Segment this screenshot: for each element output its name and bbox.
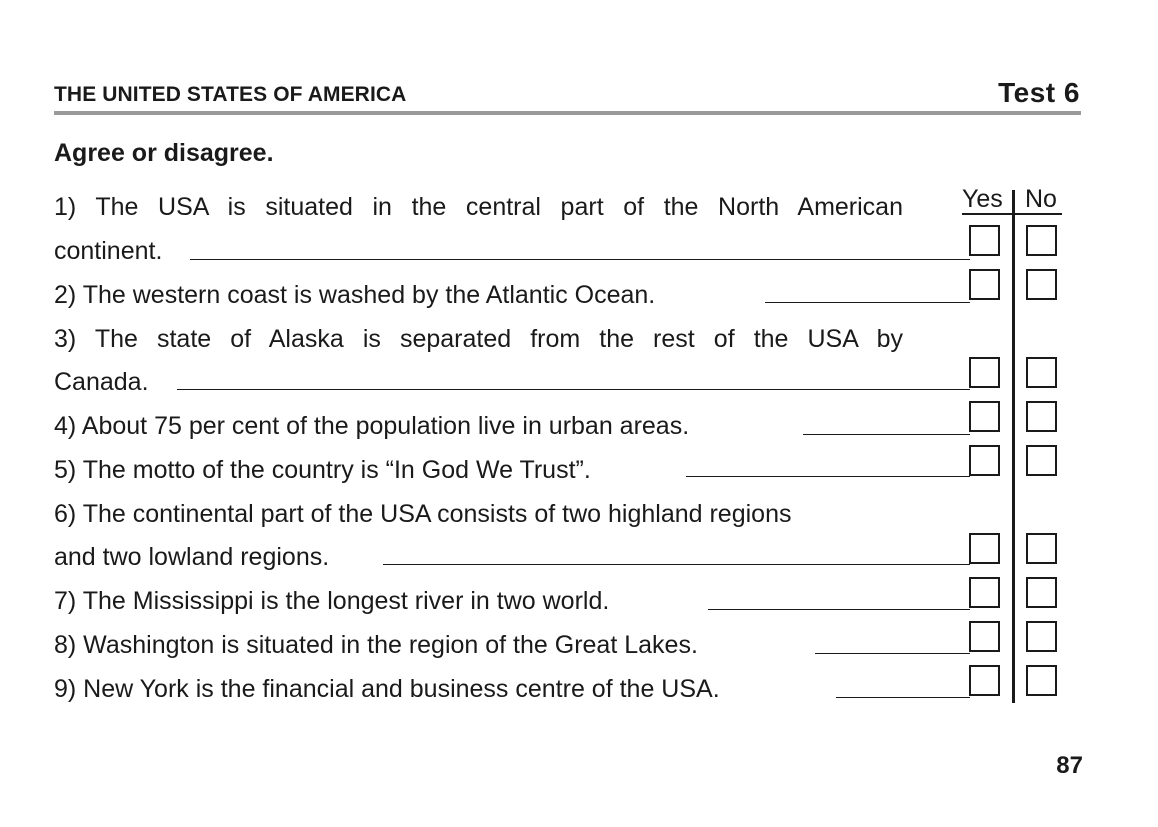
statement-4-line-1: 4) About 75 per cent of the population live in urban areas. [54,412,690,440]
header-title: THE UNITED STATES OF AMERICA [54,83,407,106]
statement-4-leader-line [803,434,970,435]
statement-3-line-1: 3) The state of Alaska is separated from the rest of the USA by [54,325,903,353]
statement-3-line-2: Canada. [54,368,149,396]
page-number: 87 [1056,752,1083,779]
statement-1-line-2: continent. [54,237,163,265]
statement-7-line-1: 7) The Mississippi is the longest river in two world. [54,587,610,615]
statement-9-yes-checkbox[interactable] [969,665,1000,696]
statement-3-leader-line [177,389,970,390]
statement-9-no-checkbox[interactable] [1026,665,1057,696]
statement-1-line-1: 1) The USA is situated in the central part of the North American [54,193,903,221]
statement-5-line-1: 5) The motto of the country is “In God We Trust”. [54,456,591,484]
statement-6-line-2: and two lowland regions. [54,543,330,571]
yes-column-header: Yes [962,185,1003,213]
statement-6-yes-checkbox[interactable] [969,533,1000,564]
statement-1-yes-checkbox[interactable] [969,225,1000,256]
test-label: Test 6 [998,77,1080,108]
statement-8-leader-line [815,653,970,654]
statement-8-yes-checkbox[interactable] [969,621,1000,652]
statement-2-no-checkbox[interactable] [1026,269,1057,300]
statement-7-no-checkbox[interactable] [1026,577,1057,608]
statement-3-yes-checkbox[interactable] [969,357,1000,388]
statement-4-yes-checkbox[interactable] [969,401,1000,432]
statement-7-yes-checkbox[interactable] [969,577,1000,608]
statement-5-yes-checkbox[interactable] [969,445,1000,476]
statement-5-leader-line [686,476,970,477]
statement-1-leader-line [190,259,970,260]
statement-6-leader-line [383,564,970,565]
statement-6-no-checkbox[interactable] [1026,533,1057,564]
header-rule [54,111,1081,115]
statement-2-yes-checkbox[interactable] [969,269,1000,300]
statement-7-leader-line [708,609,970,610]
instruction-heading: Agree or disagree. [54,139,274,167]
statement-3-no-checkbox[interactable] [1026,357,1057,388]
statement-1-no-checkbox[interactable] [1026,225,1057,256]
statement-5-no-checkbox[interactable] [1026,445,1057,476]
column-divider [1012,190,1015,703]
statement-6-line-1: 6) The continental part of the USA consists of two highland regions [54,500,792,528]
statement-8-line-1: 8) Washington is situated in the region of the Great Lakes. [54,631,698,659]
statement-9-leader-line [836,697,970,698]
statement-4-no-checkbox[interactable] [1026,401,1057,432]
statement-2-leader-line [765,302,970,303]
no-column-header: No [1025,185,1057,213]
statement-9-line-1: 9) New York is the financial and business centre of the USA. [54,675,720,703]
statement-8-no-checkbox[interactable] [1026,621,1057,652]
statement-2-line-1: 2) The western coast is washed by the Atlantic Ocean. [54,281,656,309]
